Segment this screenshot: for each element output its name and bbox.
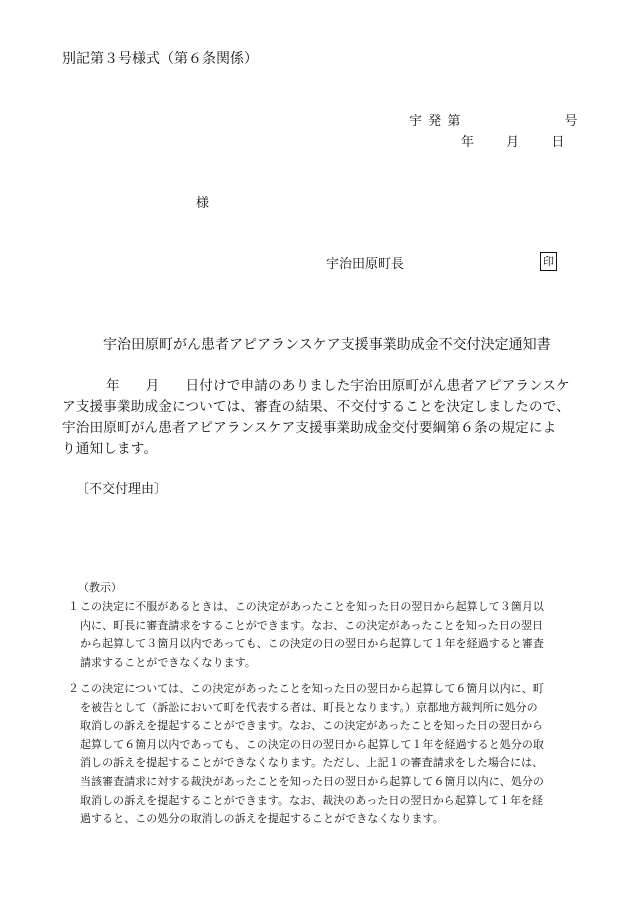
- body-paragraph: [62, 376, 570, 460]
- issue-number-middle: 発: [428, 114, 442, 129]
- seal-stamp: 印: [540, 252, 557, 271]
- notice-item-text: この決定については、この決定があったことを知った日の翌日から起算して６箇月以内に、町を被告として（訴訟において町を代表する者は、町長となります。）京都地方裁判所に処分の取消しの訴えを提起することができます。なお、この決定があったことを知った日の翌日から起算して６箇月以内であっても、この決定の日の翌日から起算して１年を経過すると処分の取消しの訴えを提起することができなくなります。ただし、上記１の審査請求をした場合には、当該審査請求に対する裁決があったことを知った日の翌日から起算して６箇月以内に、処分の取消しの訴えを提起することができます。なお、裁決のあった日の翌日から起算して１年を経過すると、この処分の取消しの訴えを提起することができなくなります。: [80, 682, 544, 826]
- issue-date: [461, 131, 564, 150]
- issue-number: [409, 110, 577, 129]
- issue-number-ordinal: 第: [447, 114, 461, 129]
- notice-item: [68, 598, 546, 672]
- form-label: 別記第３号様式（第６条関係）: [62, 51, 258, 67]
- sender-name: 宇治田原町長: [326, 257, 405, 272]
- addressee-honorific: 様: [196, 196, 210, 211]
- document-title: 宇治田原町がん患者アピアランスケア支援事業助成金不交付決定通知書: [103, 337, 551, 353]
- notice-item-number: ２: [68, 682, 80, 695]
- notice-item-number: １: [68, 600, 80, 613]
- body-date-month: 月: [145, 378, 160, 394]
- notice-item-text: この決定に不服があるときは、この決定があったことを知った日の翌日から起算して３箇月以内に、町長に審査請求をすることができます。なお、この決定があったことを知った日の翌日から起算して３箇月以内であっても、この決定の日の翌日から起算して１年を経過すると審査請求することができなくなります。: [80, 600, 544, 669]
- issue-number-suffix: 号: [564, 114, 578, 129]
- issue-date-month: 月: [506, 135, 520, 150]
- notice-header: （教示）: [78, 581, 122, 594]
- issue-date-day: 日: [551, 135, 565, 150]
- notice-item: [68, 680, 546, 829]
- issue-number-prefix: 宇: [409, 114, 423, 129]
- issue-date-year: 年: [461, 135, 475, 150]
- non-grant-reason-label: 〔不交付理由〕: [76, 482, 168, 497]
- body-date-year: 年: [106, 378, 120, 394]
- body-text: 日付けで申請のありました宇治田原町がん患者アピアランスケア支援事業助成金については、審査の結果、不交付することを決定しましたので、宇治田原町がん患者アピアランスケア支援事業助成金交付要綱第６条の規定により通知します。: [62, 378, 570, 457]
